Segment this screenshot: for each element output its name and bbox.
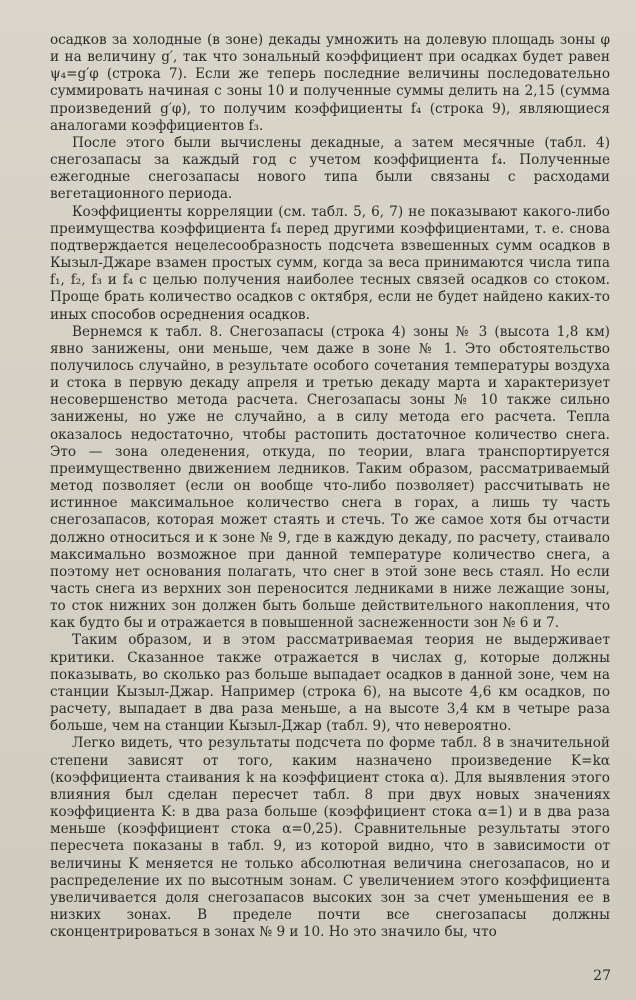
paragraph-5: Таким образом, и в этом рассматриваемая теория не выдерживает критики. Сказанное также отражается в числах g, которые должны показывать, во сколько раз больше выпадает осадков в данной зоне, чем на станции Кызыл-Джар. Например (строка 6), на высоте 4,6 км осадков, по расчету, выпадает в два раза меньше, а на высоте 3,4 км в четыре раза больше, чем на станции Кызыл-Джар (табл. 9), что невероятно.	[50, 632, 610, 735]
paragraph-1: осадков за холодные (в зоне) декады умножить на долевую площадь зоны φ и на величину g′, так что зональный коэффициент при осадках будет равен ψ₄=g′φ (строка 7). Если же теперь последние величины последовательно суммировать начиная с зоны 10 и полученные суммы делить на 2,15 (сумма произведений g′φ), то получим коэффициенты f₄ (строка 9), являющиеся аналогами коэффициентов f₃.	[50, 32, 610, 134]
paragraph-6: Легко видеть, что результаты подсчета по форме табл. 8 в значительной степени зависят от того, каким назначено произведение K=kα (коэффициента стаивания k на коэффициент стока α). Для выявления этого влияния был сделан пересчет табл. 8 при двух новых значениях коэффициента K: в два раза больше (коэффициент стока α=1) и в два раза меньше (коэффициент стока α=0,25). Сравнительные результаты этого пересчета показаны в табл. 9, из которой видно, что в зависимости от величины K меняется не только абсолютная величина снегозапасов, но и распределение их по высотным зонам. С увеличением этого коэффициента увеличивается доля снегозапасов высоких зон за счет уменьшения ее в низких зонах. В пределе почти все снегозапасы должны сконцентрироваться в зонах № 9 и 10. Но это значило бы, что	[50, 735, 610, 941]
paragraph-2: После этого были вычислены декадные, а затем месячные (табл. 4) снегозапасы за каждый год с учетом коэффициента f₄. Полученные ежегодные снегозапасы нового типа были связаны с расходами вегетационного периода.	[50, 134, 610, 203]
paragraph-4: Вернемся к табл. 8. Снегозапасы (строка 4) зоны № 3 (высота 1,8 км) явно занижены, они меньше, чем даже в зоне № 1. Это обстоятельство получилось случайно, в результате особого сочетания температуры воздуха и стока в первую декаду апреля и третью декаду марта и характеризует несовершенство метода расчета. Снегозапасы зоны № 10 также сильно занижены, но уже не случайно, а в силу метода его расчета. Тепла оказалось недостаточно, чтобы растопить достаточное количество снега. Это — зона оледенения, откуда, по теории, влага транспортируется преимущественно движением ледников. Таким образом, рассматриваемый метод позволяет (если он вообще что-либо позволяет) рассчитывать не истинное максимальное количество снега в горах, а лишь ту часть снегозапасов, которая может стаять и стечь. То же самое хотя бы отчасти должно относиться и к зоне № 9, где в каждую декаду, по расчету, стаивало максимально возможное при данной температуре количество снега, а поэтому нет основания полагать, что снег в этой зоне весь стаял. Но если часть снега из верхних зон переносится ледниками в ниже лежащие зоны, то сток нижних зон должен быть больше действительного накопления, что как будто бы и отражается в повышенной заснеженности зон № 6 и 7.	[50, 323, 610, 632]
page-number: 27	[593, 968, 611, 984]
paragraph-3: Коэффициенты корреляции (см. табл. 5, 6, 7) не показывают какого-либо преимущества коэффициента f₄ перед другими коэффициентами, т. е. снова подтверждается нецелесообразность подсчета взвешенных сумм осадков в Кызыл-Джаре взамен простых сумм, когда за веса принимаются числа типа f₁, f₂, f₃ и f₄ с целью получения наиболее тесных связей осадков со стоком. Проще брать количество осадков с октября, если не будет найдено каких-то иных способов осреднения осадков.	[50, 203, 610, 323]
